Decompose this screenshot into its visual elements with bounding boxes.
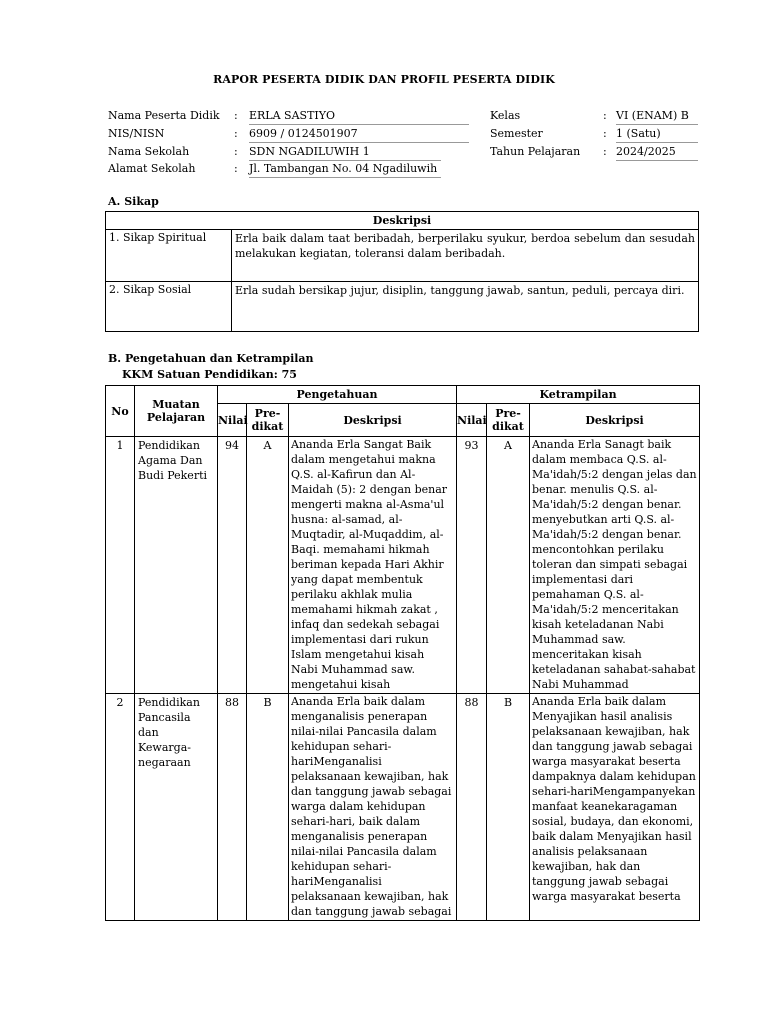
row-mapel: Pendidikan Pancasila dan Kewarga-negaraan: [135, 694, 218, 921]
row-mapel: Pendidikan Agama Dan Budi Pekerti: [135, 437, 218, 694]
table-row: [106, 694, 700, 921]
colon: :: [603, 145, 607, 158]
label-alamat: Alamat Sekolah: [108, 162, 196, 175]
table-row: [106, 437, 700, 694]
sikap-col-deskripsi: Deskripsi: [106, 212, 699, 230]
section-pengetahuan-heading: B. Pengetahuan dan Ketrampilan: [108, 352, 314, 365]
row-k-desk: Ananda Erla Sanagt baik dalam membaca Q.S. al-Ma'idah/5:2 dengan jelas dan benar. menulis Q.S. al-Ma'idah/5:2 dengan benar. menyebutkan arti Q.S. al-Ma'idah/5:2 dengan benar. mencontohkan perilaku toleran dan simpati sebagai implementasi dari pemahaman Q.S. al-Ma'idah/5:2 menceritakan kisah keteladanan Nabi Muhammad saw. menceritakan kisah keteladanan sahabat-sahabat Nabi Muhammad: [532, 438, 697, 691]
sikap-desc: Erla baik dalam taat beribadah, berperilaku syukur, berdoa sebelum dan sesudah melakukan kegiatan, toleransi dalam beribadah.: [232, 230, 699, 282]
value-nama: ERLA SASTIYO: [249, 107, 469, 125]
sikap-table: [105, 211, 699, 332]
sikap-header-row: [106, 212, 699, 230]
label-nama: Nama Peserta Didik: [108, 109, 220, 122]
label-kelas: Kelas: [490, 109, 521, 122]
col-nilai: Nilai: [457, 404, 487, 437]
colon: :: [603, 127, 607, 140]
col-predikat: Pre-dikat: [487, 404, 530, 437]
nilai-table: [105, 385, 700, 921]
info-row-nama: [108, 107, 478, 124]
label-nis: NIS/NISN: [108, 127, 165, 140]
info-row-nis: [108, 125, 478, 142]
col-deskripsi: Deskripsi: [530, 404, 700, 437]
sikap-label: 2. Sikap Sosial: [106, 282, 232, 332]
info-row-semester: [490, 125, 700, 142]
colon: :: [234, 162, 238, 175]
col-ketrampilan: Ketrampilan: [457, 386, 700, 404]
row-p-desk-cell: [289, 437, 457, 694]
colon: :: [603, 109, 607, 122]
student-info-left: [108, 107, 478, 179]
value-kelas: VI (ENAM) B: [616, 107, 698, 125]
row-p-predikat: B: [247, 694, 289, 921]
col-muatan: Muatan Pelajaran: [135, 386, 218, 437]
nilai-header-row-1: [106, 386, 700, 404]
info-row-kelas: [490, 107, 700, 124]
section-sikap-heading: A. Sikap: [108, 195, 159, 208]
row-p-nilai: 88: [218, 694, 247, 921]
info-row-alamat: [108, 160, 478, 177]
label-sekolah: Nama Sekolah: [108, 145, 190, 158]
row-no: 1: [106, 437, 135, 694]
colon: :: [234, 127, 238, 140]
kkm-label: KKM Satuan Pendidikan: 75: [122, 368, 297, 381]
value-tahun: 2024/2025: [616, 143, 698, 161]
row-p-desk: Ananda Erla Sangat Baik dalam mengetahui makna Q.S. al-Kafirun dan Al-Maidah (5): 2 dengan benar mengerti makna al-Asma'ul husna: al-samad, al-Muqtadir, al-Muqaddim, al-Baqi. memahami hikmah beriman kepada Hari Akhir yang dapat membentuk perilaku akhlak mulia memahami hikmah zakat , infaq dan sedekah sebagai implementasi dari rukun Islam mengetahui kisah Nabi Muhammad saw. mengetahui kisah: [291, 438, 448, 691]
student-info-right: [490, 107, 700, 161]
sikap-desc: Erla sudah bersikap jujur, disiplin, tanggung jawab, santun, peduli, percaya diri.: [232, 282, 699, 332]
row-k-nilai: 88: [457, 694, 487, 921]
row-p-predikat: A: [247, 437, 289, 694]
page-title: RAPOR PESERTA DIDIK DAN PROFIL PESERTA DIDIK: [213, 73, 555, 86]
col-predikat: Pre-dikat: [247, 404, 289, 437]
colon: :: [234, 109, 238, 122]
row-k-predikat: A: [487, 437, 530, 694]
row-k-desk-cell: [530, 694, 700, 921]
table-row: [106, 230, 699, 282]
value-alamat: Jl. Tambangan No. 04 Ngadiluwih: [249, 160, 441, 178]
label-semester: Semester: [490, 127, 543, 140]
row-k-predikat: B: [487, 694, 530, 921]
value-nis: 6909 / 0124501907: [249, 125, 469, 143]
row-p-desk: Ananda Erla baik dalam menganalisis penerapan nilai-nilai Pancasila dalam kehidupan sehari-hariMenganalisi pelaksanaan kewajiban, hak dan tanggung jawab sebagai warga dalam kehidupan sehari-hari, baik dalam menganalisis penerapan nilai-nilai Pancasila dalam kehidupan sehari-hariMenganalisi pelaksanaan kewajiban, hak dan tanggung jawab sebagai: [291, 695, 452, 918]
value-semester: 1 (Satu): [616, 125, 698, 143]
col-deskripsi: Deskripsi: [289, 404, 457, 437]
row-k-desk-cell: [530, 437, 700, 694]
table-row: [106, 282, 699, 332]
col-no: No: [106, 386, 135, 437]
row-p-desk-cell: [289, 694, 457, 921]
col-nilai: Nilai: [218, 404, 247, 437]
label-tahun: Tahun Pelajaran: [490, 145, 581, 158]
value-sekolah: SDN NGADILUWIH 1: [249, 143, 441, 161]
row-no: 2: [106, 694, 135, 921]
info-row-tahun: [490, 143, 700, 160]
info-row-sekolah: [108, 143, 478, 160]
row-p-nilai: 94: [218, 437, 247, 694]
col-pengetahuan: Pengetahuan: [218, 386, 457, 404]
row-k-desk: Ananda Erla baik dalam Menyajikan hasil analisis pelaksanaan kewajiban, hak dan tanggung jawab sebagai warga masyarakat beserta dampaknya dalam kehidupan sehari-hariMengampanyekan manfaat keanekaragaman sosial, budaya, dan ekonomi, baik dalam Menyajikan hasil analisis pelaksanaan kewajiban, hak dan tanggung jawab sebagai warga masyarakat beserta: [532, 695, 696, 903]
row-k-nilai: 93: [457, 437, 487, 694]
sikap-label: 1. Sikap Spiritual: [106, 230, 232, 282]
colon: :: [234, 145, 238, 158]
